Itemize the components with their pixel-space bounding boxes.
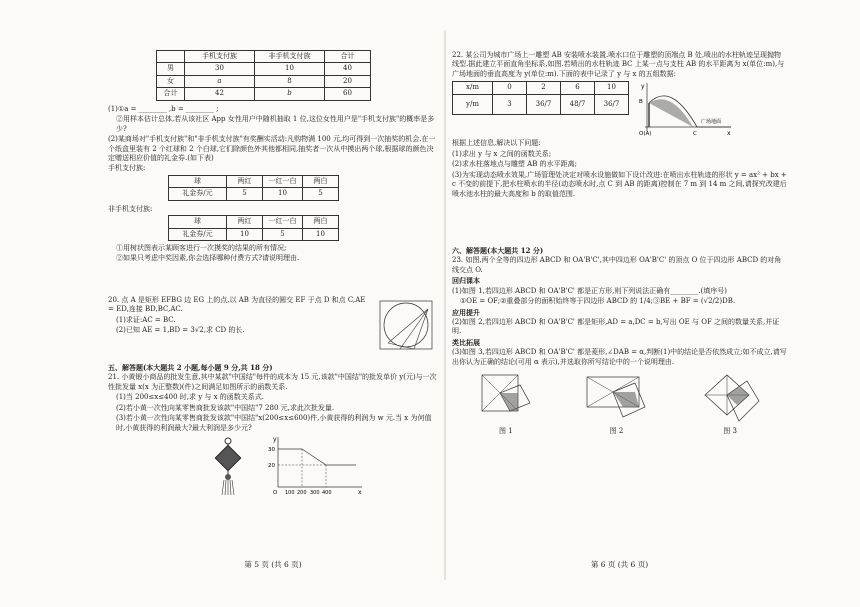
survey-table: [156, 50, 371, 101]
nonpay-h: 两红: [227, 216, 263, 228]
price-graph: [264, 435, 364, 497]
t1-cell: 60: [325, 88, 371, 100]
fig-2-caption: 图 2: [609, 426, 624, 435]
graph-x-tick: 200: [297, 489, 307, 496]
q22-3: (3)为实现动态喷水效果,广场管理处决定对喷水设施做如下设计改进:在喷出水柱轨迹的形状 y = ax² + bx + c 不变的前提下,把水柱喷水的半径(动态喷水时,点 C 到 AB 的距离)控制在 7 m 到 14 m 之间,请探究改建后喷水池水柱的最大高度和 b 的取值范围.: [452, 170, 787, 198]
q19-2b: ②如果只考虑中奖因素,你会选择哪种付费方式?请说明理由.: [116, 254, 300, 263]
nonpay-h: 两白: [303, 216, 339, 228]
q22-2: (2)求水柱落地点与雕塑 AB 的水平距离;: [452, 160, 577, 169]
sub-1-title: 回归课本: [452, 276, 480, 286]
figure-3: [697, 371, 763, 423]
pay-h: 一红一白: [263, 175, 303, 187]
figure-1: [476, 371, 536, 423]
t1-cell: 合计: [157, 88, 185, 100]
fg-ground: 广场地面: [701, 119, 722, 126]
xy-x: 10: [595, 82, 629, 94]
q19-2: (2)某商场对"手机支付族"和"非手机支付族"有奖酬实活动:凡购物满 100 元,均可得到一次抽奖的机会.在一个纸盒里装有 2 个红球和 2 个白球,它们除颜色外其他都相同,抽奖者一次从中摸出两个球,根据球的颜色决定赠送相应价值的礼金券.(如下表): [108, 135, 436, 162]
page-6: [452, 50, 787, 570]
fig-1-caption: 图 1: [498, 426, 513, 435]
nonpay-label: 非手机支付族:: [108, 204, 153, 213]
q21-3: (3)若小黄一次性向某零售商批发该款"中国结"x(200≤x≤600)件,小黄获得的利润为 w 元.当 x 为何值时,小黄获得的利润最大?最大利润是多少元?: [116, 414, 432, 432]
q23-1: (1)如图 1,若四边形 ABCD 和 OA'B'C' 都是正方形,则下列说法正确有________.(填序号): [452, 286, 727, 295]
nonpay-cell: 5: [263, 228, 303, 240]
xy-x: 0: [493, 82, 527, 94]
t1-h3: 合计: [325, 51, 371, 63]
t1-cell: 男: [157, 63, 185, 75]
q21-1: (1)当 200≤x≤400 时,求 y 与 x 的函数关系式.: [116, 393, 265, 402]
fg-c: C: [693, 131, 697, 138]
q22-1: (1)求出 y 与 x 之间的函数关系;: [452, 149, 552, 158]
xy-x-label: x/m: [453, 82, 493, 94]
q21-text: 21. 小黄锻小商品的批发生意,其中某款"中国结"每件的成本为 15 元,该款"中国结"的批发单价 y(元)与一次性批发量 x(x 为正整数)(件)之间满足如图所示的函数关系.: [108, 373, 437, 391]
fg-a: O(A): [639, 131, 652, 138]
graph-x-label: x: [358, 488, 362, 496]
pay-label: 手机支付族:: [108, 164, 146, 173]
xy-table: [452, 81, 629, 114]
t1-cell: 10: [255, 63, 325, 75]
graph-y-bottom: 20: [268, 462, 275, 469]
q20-circle-figure: [376, 295, 438, 357]
graph-origin: O: [273, 489, 278, 496]
nonpay-table: [168, 215, 339, 241]
q19-1b: ②用样本估计总体,若从该社区 App 女性用户中随机抽取 1 位,这位女性用户是"手机支付族"的概率是多少?: [116, 115, 435, 133]
pay-cell: 5: [303, 188, 339, 200]
xy-y: 36/7: [595, 94, 629, 114]
page-5-footer: 第 5 页 (共 6 页): [244, 559, 302, 569]
q20-text: 20. 点 A 是矩形 EFBG 边 EG 上的点,以 AB 为直径的圆交 EF 于点 D 和点 C,AE = ED,连接 BD,BC,AC.: [108, 295, 366, 314]
fountain-graph: [637, 81, 733, 137]
t1-h1: 手机支付族: [185, 51, 255, 63]
q23-text: 23. 如图,两个全等的四边形 ABCD 和 OA'B'C',其中四边形 OA'B'C' 的顶点 O 位于四边形 ABCD 的对角线交点 O.: [452, 256, 782, 274]
nonpay-cell: 10: [303, 228, 339, 240]
q23-3: (3)如图 3,若四边形 ABCD 和 OA'B'C' 都是菱形,∠DAB = α,判断(1)中的结论是否依然成立;如不成立,请写出你认为正确的结论(可用 α 表示),并选取你所写结论中的一个说明理由.: [452, 348, 787, 366]
t1-h0: [157, 51, 185, 63]
graph-y-label: y: [273, 435, 277, 443]
xy-y-label: y/m: [453, 94, 493, 114]
section-6: 六、解答题(本大题共 12 分): [452, 245, 544, 255]
pay-h: 两白: [303, 175, 339, 187]
q23-1-options: ①OE = OF;②重叠部分的面积始终等于四边形 ABCD 的 1/4;③BE + BF = (√2/2)DB.: [460, 297, 736, 306]
nonpay-cell: 10: [227, 228, 263, 240]
pay-h: 两红: [227, 175, 263, 187]
q23-2: (2)如图 2,若四边形 ABCD 和 OA'B'C' 都是矩形,AD = a,DC = b,写出 OE 与 OF 之间的数量关系,并证明.: [452, 318, 780, 336]
graph-x-tick: 100: [285, 489, 295, 496]
t1-cell: 8: [255, 75, 325, 87]
q19-1a: (1)①a = ________ ,b = ________ ;: [108, 104, 219, 113]
pay-cell: 10: [263, 188, 303, 200]
page-5: [108, 50, 438, 570]
pay-cell: 5: [227, 188, 263, 200]
q20-1: (1)求证:AC = BC.: [116, 315, 176, 324]
xy-y: 3: [493, 94, 527, 114]
t1-cell: 女: [157, 75, 185, 87]
q22-lead: 根据上述信息,解决以下问题:: [452, 139, 541, 148]
sub-3-title: 类比拓展: [452, 337, 480, 347]
fig-3-caption: 图 3: [723, 426, 737, 435]
nonpay-h: 球: [169, 216, 227, 228]
chinese-knot-icon: [208, 435, 248, 497]
graph-x-tick: 300: [310, 489, 320, 496]
page-6-footer: 第 6 页 (共 6 页): [590, 559, 649, 569]
pay-h: 球: [169, 175, 227, 187]
t1-cell: 30: [185, 63, 255, 75]
t1-cell: 20: [325, 75, 371, 87]
xy-x: 2: [527, 82, 561, 94]
fg-y: y: [641, 83, 645, 91]
graph-x-tick: 400: [322, 489, 332, 496]
t1-cell: b: [255, 88, 325, 100]
section-5: 五、解答题(本大题共 2 小题,每小题 9 分,共 18 分): [108, 362, 273, 372]
page-fold: [444, 30, 446, 580]
graph-y-top: 30: [268, 446, 275, 453]
fg-b: B: [639, 99, 643, 106]
q20-2: (2)已知 AE = 1,BD = 3√2,求 CD 的长.: [116, 326, 245, 335]
figure-2: [583, 371, 649, 423]
fg-x: x: [727, 130, 731, 138]
t1-cell: 40: [325, 63, 371, 75]
pay-table: [168, 175, 339, 201]
nonpay-cell: 礼金券/元: [169, 228, 227, 240]
pay-cell: 礼金券/元: [169, 188, 227, 200]
t1-cell: a: [185, 75, 255, 87]
sub-2-title: 应用提升: [452, 307, 480, 317]
q21-2: (2)若小黄一次性向某零售商批发该款"中国结"7 280 元,求此次批发量.: [116, 403, 335, 412]
xy-y: 36/7: [527, 94, 561, 114]
t1-cell: 42: [185, 88, 255, 100]
xy-x: 6: [561, 82, 595, 94]
nonpay-h: 一红一白: [263, 216, 303, 228]
q22-text: 22. 某公司为城市广场上一雕塑 AB 安装喷水装置.喷水口位于雕塑的顶端点 B 处,喷出的水柱轨迹呈现抛物线型.据此建立平面直角坐标系,如图.若喷出的水柱轨迹 BC 上某一点与支柱 AB 的水平距离为 x(单位:m),与广场地面的垂直高度为 y(单位:m).下面的表中记录了 y 与 x 的五组数据:: [452, 51, 785, 78]
t1-h2: 非手机支付族: [255, 51, 325, 63]
q19-2a: ①用树状图表示某顾客进行一次摸奖的结果的所有情况;: [116, 244, 287, 252]
xy-y: 48/7: [561, 94, 595, 114]
